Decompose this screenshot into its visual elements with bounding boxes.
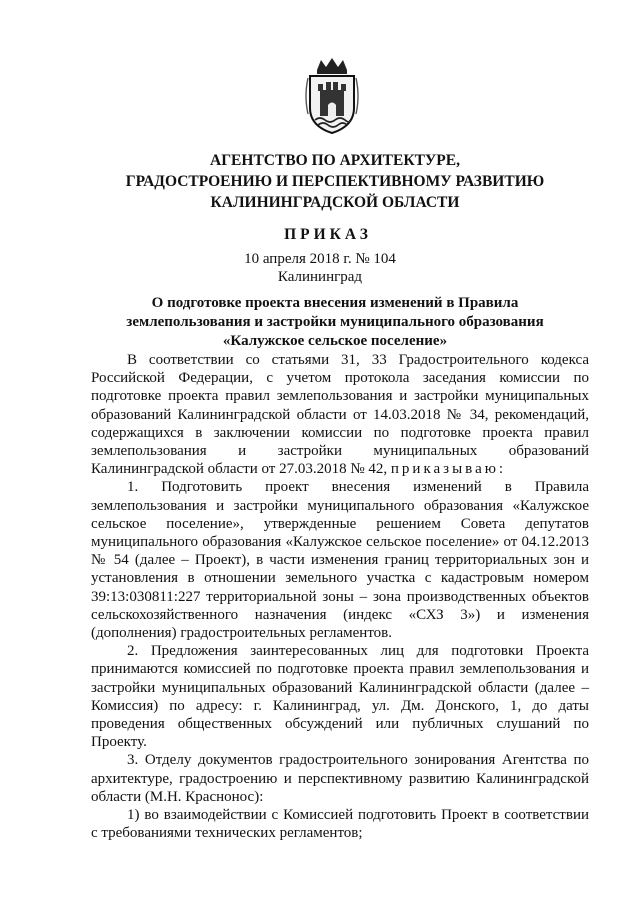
preamble-text: В соответствии со статьями 31, 33 Градостроительного кодекса Российской Федерации, с учетом протокола заседания комиссии по подготовке проекта правил землепользования и застройки муниципальных образований Калининградской области от 14.03.2018 № 34, рекомендаций, содержащихся в заключении комиссии по подготовке проекта правил землепользования и застройки муниципальных образований Калининградской области от 27.03.2018 № 42, xyxy=(91,352,589,478)
coat-of-arms-icon xyxy=(303,56,361,136)
subject-line-3: «Калужское сельское поселение» xyxy=(222,333,448,349)
item-1-paragraph: 1. Подготовить проект внесения изменений в Правила землепользования и застройки муниципального образования «Калужское сельское поселение», утвержденные решением Совета депутатов муниципального образования «Калужское сельское поселение» от 04.12.2013 № 54 (далее – Проект), в части изменения границ территориальных зон и установления в отношении земельного участка с кадастровым номером 39:13:030811:227 территориальной зоны – зона производственных объектов сельскохозяйственного назначения (индекс «СХЗ 3») и изменения (дополнения) градостроительных регламентов. xyxy=(91,479,589,642)
order-word: приказываю: xyxy=(390,461,507,478)
agency-line-1: АГЕНТСТВО ПО АРХИТЕКТУРЕ, xyxy=(210,152,460,169)
item-2-paragraph: 2. Предложения заинтересованных лиц для подготовки Проекта принимаются комиссией по подготовке проекта правил землепользования и застройки муниципальных образований Калининградской области (далее – Комиссия) по адресу: г. Калининград, ул. Дм. Донского, 1, до даты проведения общественных обсуждений или публичных слушаний по Проекту. xyxy=(91,643,589,751)
agency-name xyxy=(80,150,590,213)
agency-line-3: КАЛИНИНГРАДСКОЙ ОБЛАСТИ xyxy=(210,194,460,211)
agency-line-2: ГРАДОСТРОЕНИЮ И ПЕРСПЕКТИВНОМУ РАЗВИТИЮ xyxy=(125,173,545,190)
order-city: Калининград xyxy=(277,269,363,285)
order-body xyxy=(91,351,589,842)
item-3-paragraph: 3. Отделу документов градостроительного зонирования Агентства по архитектуре, градостроению и перспективному развитию Калининградской области (М.Н. Краснонос): xyxy=(91,752,589,805)
item-3-1-paragraph: 1) во взаимодействии с Комиссией подготовить Проект в соответствии с требованиями технических регламентов; xyxy=(91,807,589,842)
document-type: ПРИКАЗ xyxy=(284,226,372,243)
subject-line-1: О подготовке проекта внесения изменений в Правила xyxy=(151,295,519,311)
order-date-number: 10 апреля 2018 г. № 104 xyxy=(244,251,396,267)
preamble-paragraph xyxy=(91,351,589,478)
subject-line-2: землепользования и застройки муниципального образования xyxy=(126,314,544,330)
order-subject xyxy=(80,294,590,351)
